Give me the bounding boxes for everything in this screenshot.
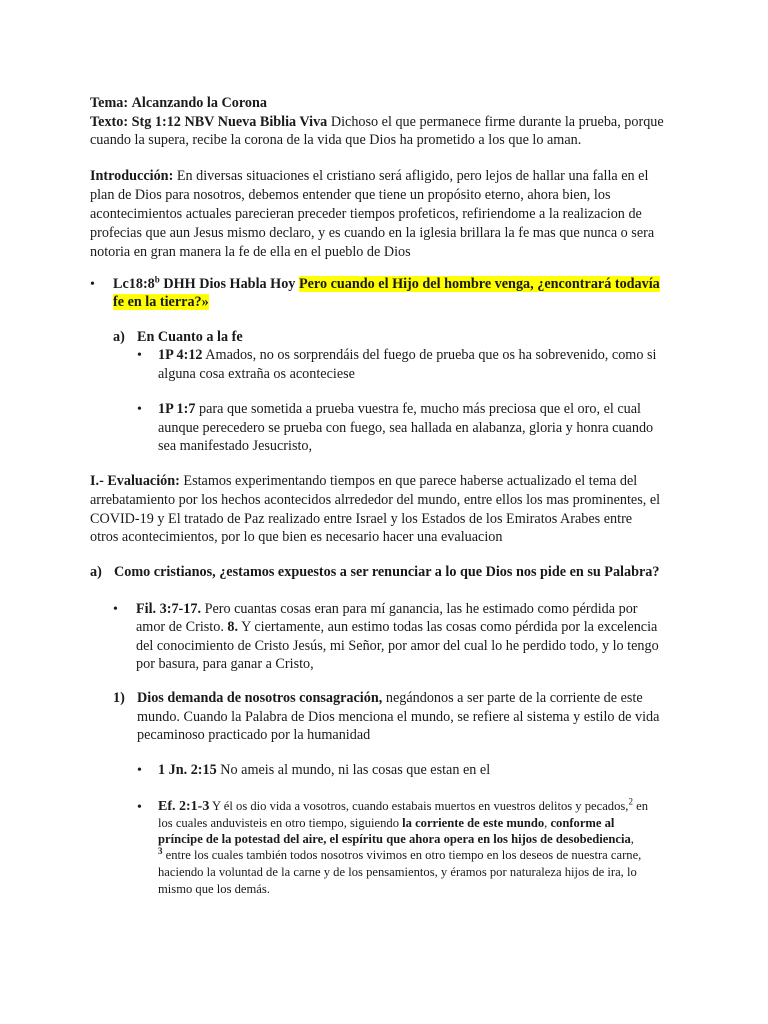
item-1p17-line2: aunque perecedero se prueba con fuego, sea hallada en alabanza, gloria y honra cuando: [158, 420, 654, 436]
ref-1p412: 1P 4:12: [158, 347, 203, 363]
item-1p17-line3: sea manifestado Jesucristo,: [158, 438, 313, 454]
item-ef213-line1: Ef. 2:1-3 Y él os dio vida a vosotros, cuando estabais muertos en vuestros delitos y pecados,$^2$ en: [158, 796, 648, 814]
main-bullet-quote: Pero cuando el Hijo del hombre venga, ¿encontrará todavía: [298, 276, 660, 292]
section-a-title: En Cuanto a la fe: [137, 329, 243, 345]
evaluacion-label: I.- Evaluación:: [90, 473, 180, 489]
item-1p17-line1: 1P 1:7 para que sometida a prueba vuestra fe, mucho más preciosa que el oro, el cual: [158, 401, 641, 417]
item-ef213-line2: los cuales anduvisteis en otro tiempo, siguiendo la corriente de este mundo, conforme al: [158, 816, 615, 830]
main-bullet-line2: [113, 293, 713, 312]
fil-line3: del conocimiento de Cristo Jesús, mi Señor, por amor del cual lo he perdido todo, y lo tengo: [136, 638, 659, 654]
point1-line3: pecaminoso practicado por la humanidad: [137, 727, 371, 743]
texto-line2: cuando la supera, recibe la corona de la vida que Dios ha prometido a los que lo aman.: [90, 132, 582, 148]
item-ef213-line4: $^3$ entre los cuales también todos nosotros vivimos en otro tiempo en los deseos de nuestra carne,: [158, 845, 642, 862]
item-ef213-line6: mismo que los demás.: [158, 882, 270, 896]
ref-1jn215: 1 Jn. 2:15: [158, 762, 217, 778]
section-a-marker: a): [113, 329, 125, 345]
verse-8: 8.: [227, 619, 239, 635]
point1-title: Dios demanda de nosotros consagración,: [137, 690, 383, 706]
fil-line1: Fil. 3:7-17. Pero cuantas cosas eran para mí ganancia, las he estimado como pérdida por: [136, 601, 638, 617]
tema-value: Alcanzando la Corona: [131, 95, 267, 111]
evaluacion-line2: arrebatamiento por los hechos acontecidos alrrededor del mundo, entre ellos los mas prominentes, el: [90, 492, 661, 508]
intro-line4: profecias que aun Jesus mismo declaro, y es cuando en la iglesia brillara la fe mas que nunca o sera: [90, 225, 655, 241]
evaluacion-line4: otros acontecimientos, por lo que bien es necesario hacer una evaluacion: [90, 529, 503, 545]
question-text: Como cristianos, ¿estamos expuestos a ser renunciar a lo que Dios nos pide en su Palabra?: [114, 564, 660, 580]
bullet-dot: •: [137, 763, 142, 778]
question-heading: [90, 563, 730, 582]
texto-line1: Dichoso el que permanece firme durante la prueba, porque: [327, 114, 664, 130]
main-bullet-ref: Lc18:8$^b$ DHH Dios Habla Hoy: [113, 274, 296, 292]
intro-line1: [90, 167, 710, 186]
texto-line: [90, 113, 710, 132]
section-a-heading: [113, 328, 733, 347]
main-bullet-line1: [113, 275, 713, 294]
tema-label: Tema:: [90, 95, 129, 111]
intro-line3: acontecimientos actuales parecieran preceder tiempos profeticos, refiriendome a la realizacion de: [90, 206, 642, 222]
intro-line5: notoria en gran manera la fe de ella en el pueblo de Dios: [90, 244, 411, 260]
bullet-dot: •: [137, 800, 142, 815]
fil-line4: por basura, para ganar a Cristo,: [136, 656, 314, 672]
point1-line1: 1) Dios demanda de nosotros consagración, negándonos a ser parte de la corriente de este: [113, 690, 643, 706]
ref-ef213: Ef. 2:1-3: [158, 799, 210, 814]
bullet-dot: •: [137, 348, 142, 363]
ref-fil: Fil. 3:7-17.: [136, 601, 202, 617]
item-ef213-line3: príncipe de la potestad del aire, el espíritu que ahora opera en los hijos de desobediencia,: [158, 832, 634, 846]
fil-line2: amor de Cristo. 8. Y ciertamente, aun estimo todas las cosas como pérdida por la excelencia: [136, 619, 658, 635]
bullet-dot: •: [113, 602, 118, 617]
question-marker: a): [90, 564, 102, 580]
evaluacion-line3: COVID-19 y El tratado de Paz realizado entre Israel y los Estados de los Emiratos Arabes entre: [90, 511, 633, 527]
evaluacion-line1: I.- Evaluación: Estamos experimentando tiempos en que parece haberse actualizado el tema del: [90, 473, 638, 489]
item-ef213-line5: haciendo la voluntad de la carne y de los pensamientos, y éramos por naturaleza hijos de ira, lo: [158, 865, 637, 879]
point1-marker: 1): [113, 690, 125, 706]
intro-text1: En diversas situaciones el cristiano será afligido, pero lejos de hallar una falla en el: [173, 168, 649, 184]
texto-label: Texto: Stg 1:12 NBV Nueva Biblia Viva: [90, 114, 328, 130]
intro-label: Introducción:: [90, 168, 174, 184]
item-1jn215: 1 Jn. 2:15 No ameis al mundo, ni las cosas que estan en el: [158, 762, 491, 778]
intro-line2: plan de Dios para nosotros, debemos entender que tiene un propósito eterno, ahora bien, los: [90, 187, 611, 203]
ref-1p17: 1P 1:7: [158, 401, 196, 417]
item-1p412-line1: 1P 4:12 Amados, no os sorprendáis del fuego de prueba que os ha sobrevenido, como si: [158, 347, 657, 363]
point1-line2: mundo. Cuando la Palabra de Dios menciona el mundo, se refiere al sistema y estilo de vida: [137, 709, 660, 725]
item-1p412-line2: alguna cosa extraña os aconteciese: [158, 366, 355, 382]
main-bullet-quote2: fe en la tierra?»: [113, 294, 209, 310]
bullet-dot: •: [137, 402, 142, 417]
tema-line: [90, 94, 710, 113]
bullet-dot: •: [90, 277, 95, 292]
